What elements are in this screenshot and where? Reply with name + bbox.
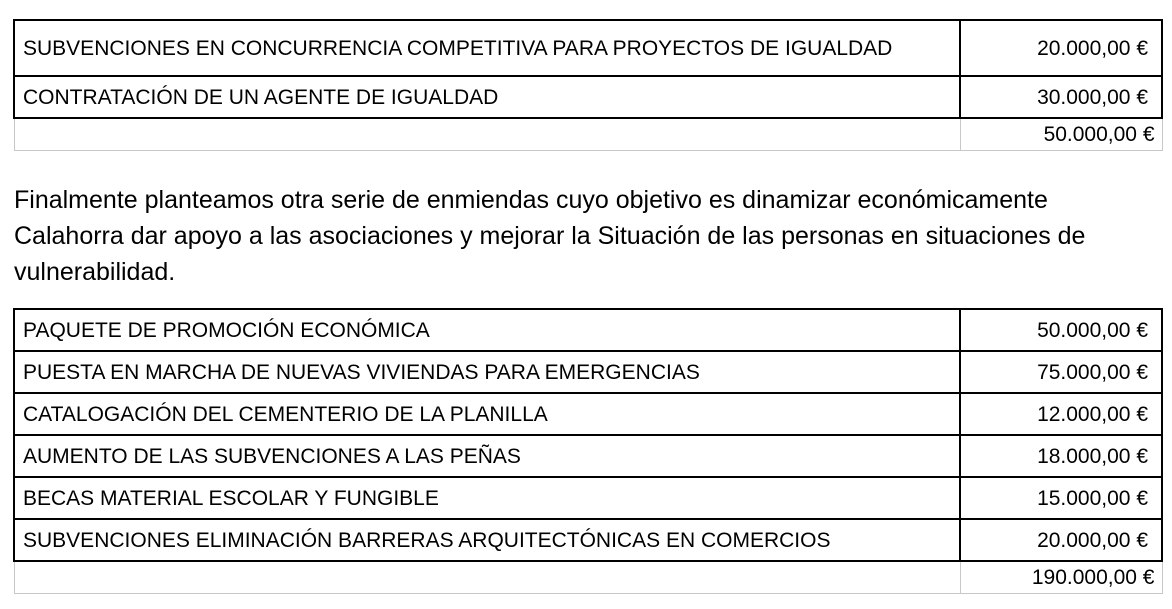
budget-table-economic xyxy=(13,308,1163,594)
total-blank-cell xyxy=(14,118,960,151)
table-row xyxy=(14,435,1162,477)
table-total-row xyxy=(14,561,1162,594)
row-description: SUBVENCIONES EN CONCURRENCIA COMPETITIVA PARA PROYECTOS DE IGUALDAD xyxy=(14,20,960,76)
table-row xyxy=(14,76,1162,118)
table-row xyxy=(14,351,1162,393)
table-row xyxy=(14,309,1162,351)
row-amount: 75.000,00 € xyxy=(960,351,1162,393)
row-description: SUBVENCIONES ELIMINACIÓN BARRERAS ARQUITECTÓNICAS EN COMERCIOS xyxy=(14,519,960,561)
row-description: PAQUETE DE PROMOCIÓN ECONÓMICA xyxy=(14,309,960,351)
total-blank-cell xyxy=(14,561,960,594)
row-amount: 15.000,00 € xyxy=(960,477,1162,519)
row-amount: 20.000,00 € xyxy=(960,519,1162,561)
row-description: PUESTA EN MARCHA DE NUEVAS VIVIENDAS PARA EMERGENCIAS xyxy=(14,351,960,393)
row-amount: 50.000,00 € xyxy=(960,309,1162,351)
table-row xyxy=(14,20,1162,76)
row-description: CONTRATACIÓN DE UN AGENTE DE IGUALDAD xyxy=(14,76,960,118)
row-description: CATALOGACIÓN DEL CEMENTERIO DE LA PLANILLA xyxy=(14,393,960,435)
row-amount: 12.000,00 € xyxy=(960,393,1162,435)
table-row xyxy=(14,519,1162,561)
table-row xyxy=(14,477,1162,519)
row-description: AUMENTO DE LAS SUBVENCIONES A LAS PEÑAS xyxy=(14,435,960,477)
row-description: BECAS MATERIAL ESCOLAR Y FUNGIBLE xyxy=(14,477,960,519)
table-total-amount: 50.000,00 € xyxy=(960,118,1162,151)
budget-table-equality xyxy=(13,19,1163,151)
row-amount: 20.000,00 € xyxy=(960,20,1162,76)
row-amount: 30.000,00 € xyxy=(960,76,1162,118)
body-paragraph: Finalmente planteamos otra serie de enmiendas cuyo objetivo es dinamizar económicamente Calahorra dar apoyo a las asociaciones y mejorar la Situación de las personas en situaciones de vulnerabilidad. xyxy=(14,186,1086,286)
row-amount: 18.000,00 € xyxy=(960,435,1162,477)
table-total-amount: 190.000,00 € xyxy=(960,561,1162,594)
table-total-row xyxy=(14,118,1162,151)
table-row xyxy=(14,393,1162,435)
